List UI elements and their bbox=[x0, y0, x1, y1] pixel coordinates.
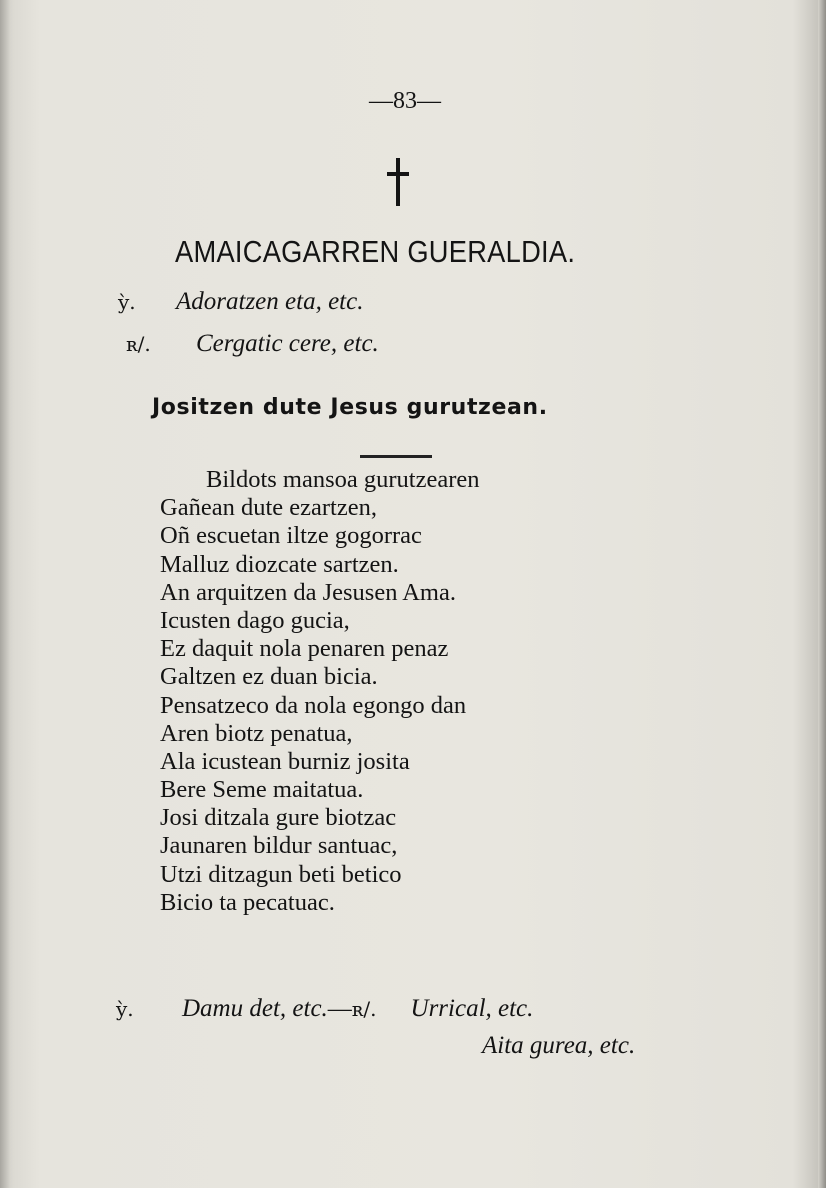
poem-line: Utzi ditzagun beti betico bbox=[160, 860, 402, 888]
poem-line: Galtzen ez duan bicia. bbox=[160, 663, 378, 691]
versicle-line bbox=[118, 288, 363, 316]
poem bbox=[160, 466, 620, 917]
closing-dash: — bbox=[327, 996, 352, 1022]
poem-line: Bildots mansoa gurutzearen bbox=[206, 466, 480, 493]
closing-versicle-text: Damu det, etc. bbox=[182, 995, 328, 1022]
section-subtitle: Jositzen dute Jesus gurutzean. bbox=[152, 395, 548, 420]
poem-line: Ala icustean burniz josita bbox=[160, 747, 410, 775]
poem-line: Gañean dute ezartzen, bbox=[160, 494, 377, 522]
poem-line: Josi ditzala gure biotzac bbox=[160, 804, 397, 832]
divider bbox=[360, 455, 432, 458]
poem-line: Malluz diozcate sartzen. bbox=[160, 550, 399, 578]
poem-line: Pensatzeco da nola egongo dan bbox=[160, 691, 467, 719]
closing-prayer-text: Aita gurea, etc. bbox=[482, 1032, 636, 1059]
poem-line: Aren biotz penatua, bbox=[160, 719, 353, 747]
cross-icon bbox=[386, 158, 410, 206]
closing-versicle-symbol: ỳ. bbox=[116, 997, 134, 1021]
closing-prayer bbox=[482, 1032, 635, 1060]
response-text: Cergatic cere, etc. bbox=[196, 330, 379, 357]
poem-line: An arquitzen da Jesusen Ama. bbox=[160, 578, 456, 606]
page-gutter bbox=[0, 0, 10, 1188]
response-line bbox=[126, 330, 379, 358]
versicle-text: Adoratzen eta, etc. bbox=[176, 288, 364, 315]
page-number: —83— bbox=[369, 88, 441, 114]
closing-response-text: Urrical, etc. bbox=[410, 995, 534, 1022]
closing-response-symbol: ʀ/. bbox=[351, 997, 377, 1021]
poem-line: Bicio ta pecatuac. bbox=[160, 888, 335, 916]
versicle-symbol: ỳ. bbox=[118, 290, 136, 314]
page-title: AMAICAGARREN GUERALDIA. bbox=[175, 234, 576, 269]
poem-line: Bere Seme maitatua. bbox=[160, 776, 364, 804]
poem-line: Jaunaren bildur santuac, bbox=[160, 832, 398, 860]
page-edge bbox=[818, 0, 826, 1188]
poem-line: Icusten dago gucia, bbox=[160, 606, 350, 634]
closing-versicle-line bbox=[116, 995, 533, 1023]
poem-line: Ez daquit nola penaren penaz bbox=[160, 635, 449, 663]
response-symbol: ʀ/. bbox=[126, 332, 151, 356]
poem-line: Oñ escuetan iltze gogorrac bbox=[160, 522, 422, 550]
